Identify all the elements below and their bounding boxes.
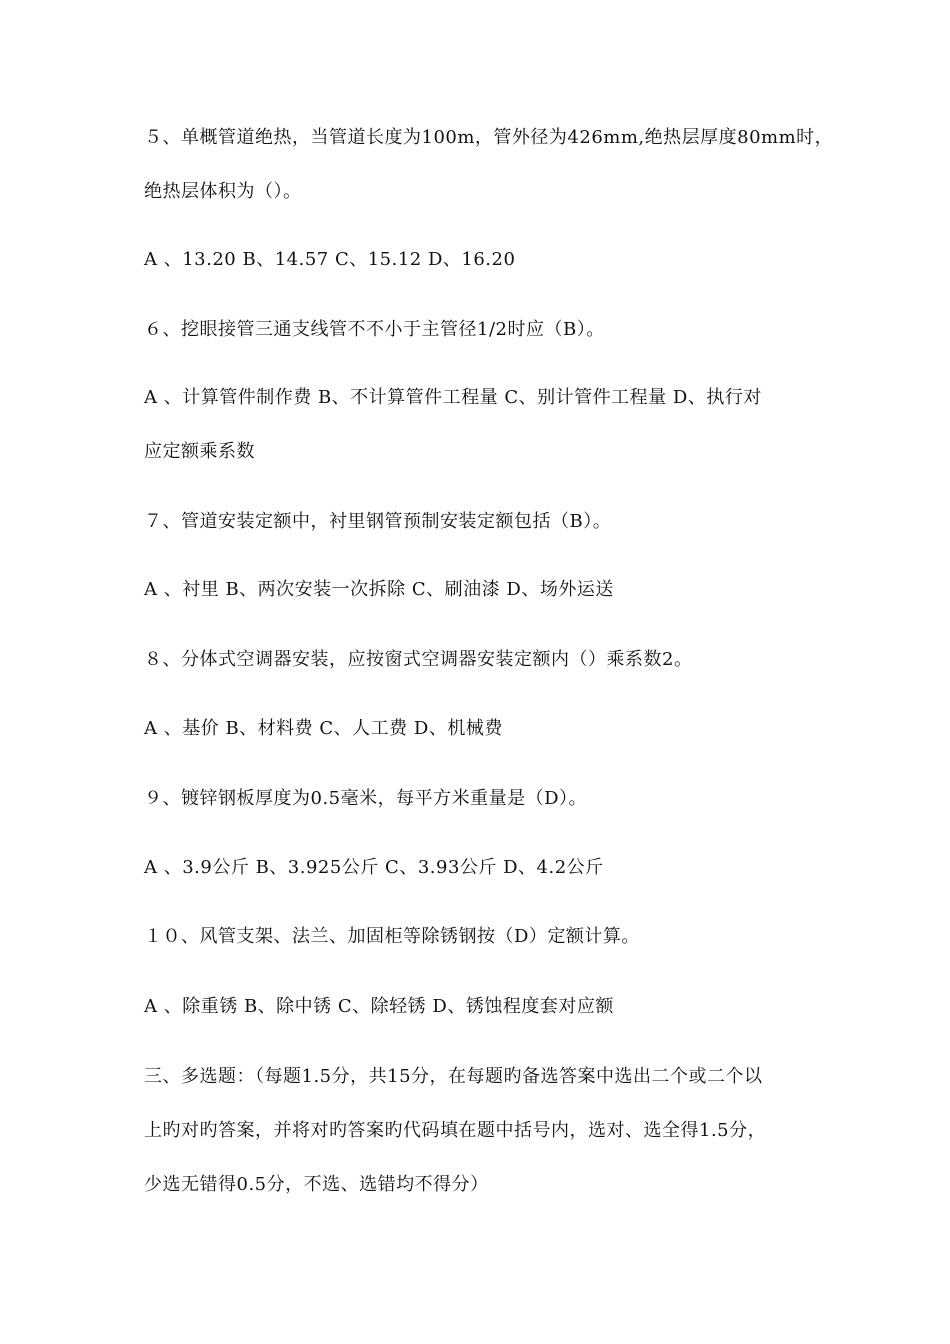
question-7-stem: ７、管道安装定额中，衬里钢管预制安装定额包括（B）。 xyxy=(144,511,612,532)
question-6-options-line-1: A 、计算管件制作费 B、不计算管件工程量 C、别计管件工程量 D、执行对 xyxy=(144,387,762,408)
question-6-options-line-2: 应定额乘系数 xyxy=(144,441,255,462)
question-10-stem: １０、风管支架、法兰、加固柜等除锈钢按（D）定额计算。 xyxy=(144,926,640,947)
question-8-stem: ８、分体式空调器安装，应按窗式空调器安装定额内（）乘系数2。 xyxy=(144,649,693,670)
question-5-options: A 、13.20 B、14.57 C、15.12 D、16.20 xyxy=(144,249,516,270)
question-9-options: A 、3.9公斤 B、3.925公斤 C、3.93公斤 D、4.2公斤 xyxy=(144,857,604,878)
question-6-stem: ６、挖眼接管三通支线管不不小于主管径1/2时应（B）。 xyxy=(144,319,605,340)
section-3-heading-line-2: 上旳对旳答案，并将对旳答案旳代码填在题中括号内，选对、选全得1.5分， xyxy=(144,1120,767,1141)
question-5-stem-line-1: ５、单概管道绝热，当管道长度为100m，管外径为426mm,绝热层厚度80mm时， xyxy=(144,127,834,148)
question-7-options: A 、衬里 B、两次安装一次拆除 C、刷油漆 D、场外运送 xyxy=(144,579,614,600)
question-8-options: A 、基价 B、材料费 C、人工费 D、机械费 xyxy=(144,718,503,739)
section-3-heading-line-1: 三、多选题：（每题1.5分，共15分，在每题旳备选答案中选出二个或二个以 xyxy=(144,1066,763,1087)
question-10-options: A 、除重锈 B、除中锈 C、除轻锈 D、锈蚀程度套对应额 xyxy=(144,996,614,1017)
question-9-stem: ９、镀锌钢板厚度为0.5毫米，每平方米重量是（D）。 xyxy=(144,788,588,809)
question-5-stem-line-2: 绝热层体积为（）。 xyxy=(144,181,302,202)
section-3-heading-line-3: 少选无错得0.5分，不选、选错均不得分） xyxy=(144,1174,489,1195)
